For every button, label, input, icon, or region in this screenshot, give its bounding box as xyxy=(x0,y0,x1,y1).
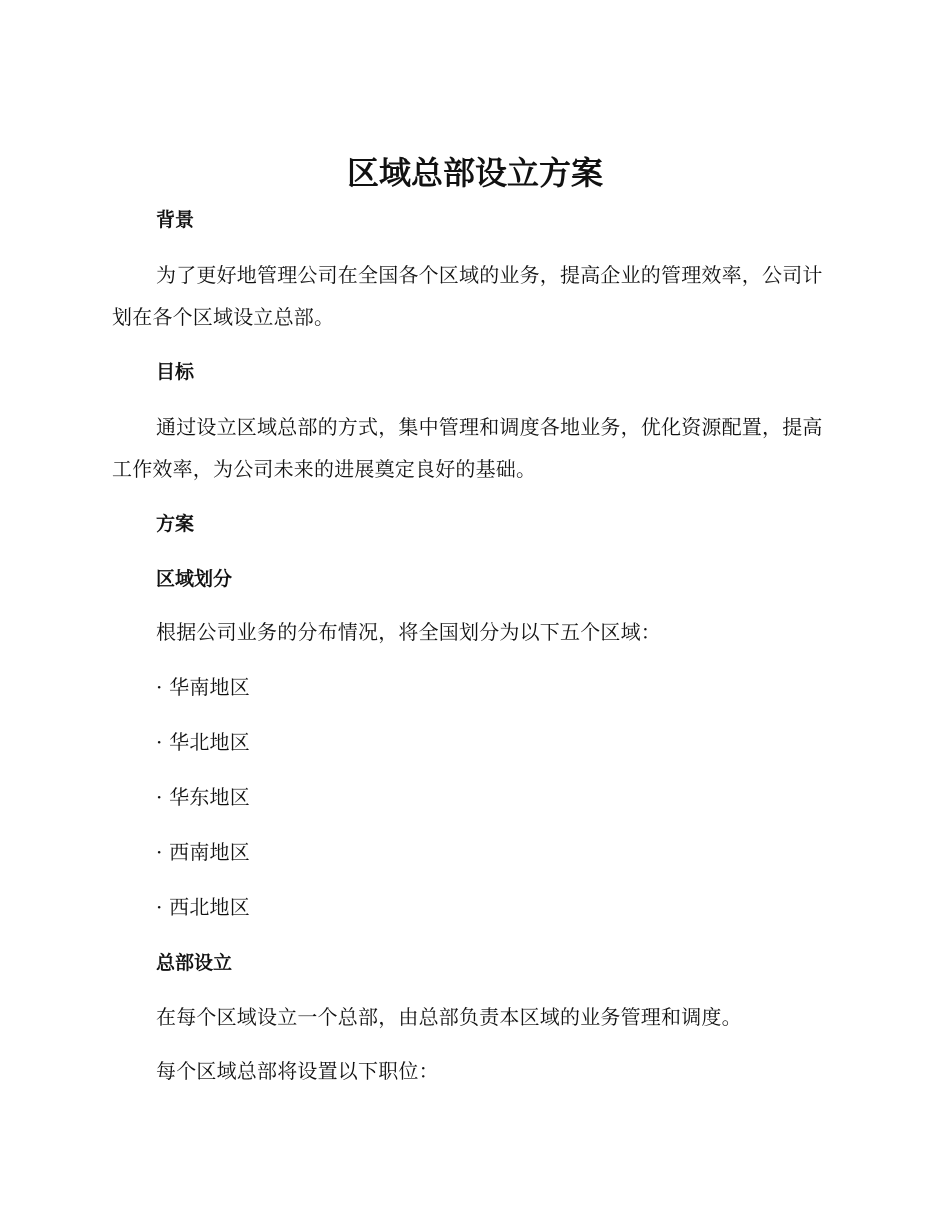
heading-division: 区域划分 xyxy=(156,568,233,590)
list-item-region: · 西北地区 xyxy=(156,895,250,919)
list-item-region: · 华南地区 xyxy=(156,675,250,699)
paragraph-background: 为了更好地管理公司在全国各个区域的业务，提高企业的管理效率，公司计划在各个区域设立总部。 xyxy=(112,263,823,329)
paragraph-goal: 通过设立区域总部的方式，集中管理和调度各地业务，优化资源配置，提高工作效率，为公司未来的进展奠定良好的基础。 xyxy=(112,415,823,481)
list-item-region: · 西南地区 xyxy=(156,840,250,864)
paragraph-hq-2: 每个区域总部将设置以下职位： xyxy=(156,1059,439,1083)
paragraph-division-intro: 根据公司业务的分布情况，将全国划分为以下五个区域： xyxy=(156,620,661,644)
paragraph-hq-1: 在每个区域设立一个总部，由总部负责本区域的业务管理和调度。 xyxy=(156,1005,742,1029)
heading-plan: 方案 xyxy=(156,513,195,535)
list-item-region: · 华北地区 xyxy=(156,730,250,754)
document-title: 区域总部设立方案 xyxy=(346,154,603,192)
heading-hq: 总部设立 xyxy=(156,952,233,974)
heading-goal: 目标 xyxy=(156,361,195,383)
heading-background: 背景 xyxy=(156,209,195,231)
list-item-region: · 华东地区 xyxy=(156,785,250,809)
